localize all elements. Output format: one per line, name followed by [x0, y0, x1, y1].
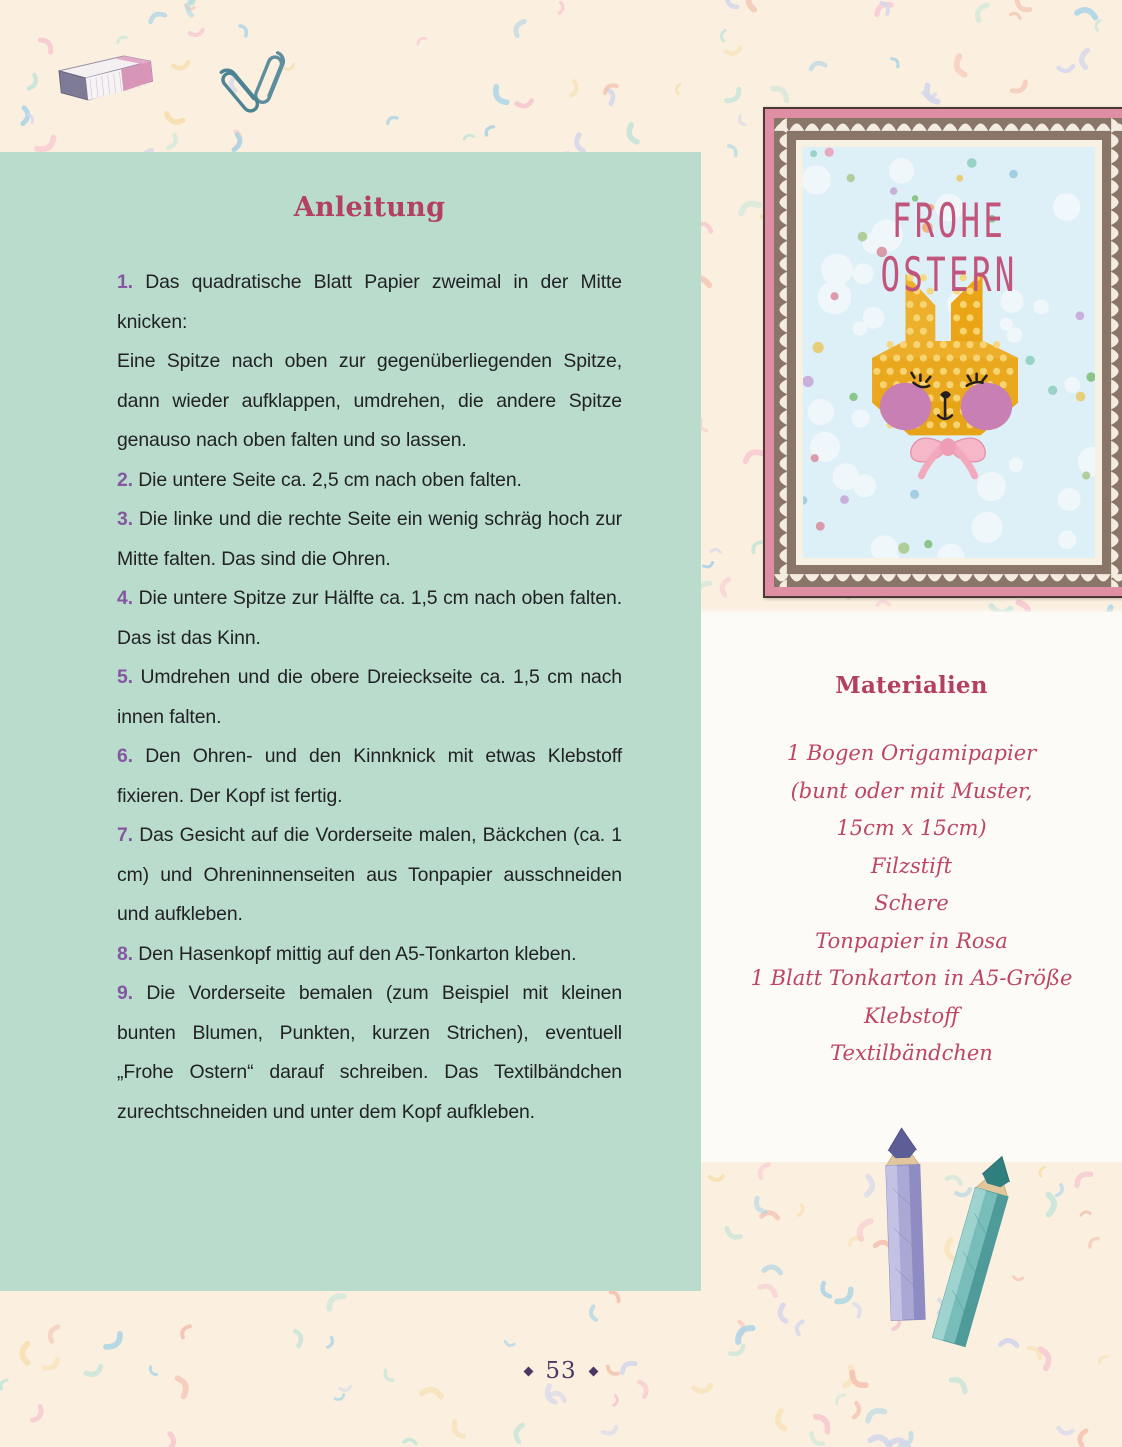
greeting-card-photo [763, 107, 1122, 598]
materials-panel [701, 612, 1122, 1162]
page-number [0, 1358, 1122, 1384]
step-number: 9. [117, 982, 133, 1004]
step-number: 1. [117, 271, 133, 293]
material-item: 1 Blatt Tonkarton in A5-Größe [750, 966, 1073, 990]
materials-title: Materialien [835, 672, 988, 699]
step-text: Die untere Seite ca. 2,5 cm nach oben falten. [138, 468, 522, 491]
instruction-step [117, 579, 622, 658]
diamond-right-icon [588, 1367, 598, 1377]
step-text: Den Ohren- und den Kinnknick mit etwas Klebstoff fixieren. Der Kopf ist fertig. [117, 745, 622, 807]
material-item: Tonpapier in Rosa [815, 928, 1008, 953]
step-number: 3. [117, 508, 133, 530]
instruction-step [117, 737, 622, 816]
instruction-step [117, 816, 622, 935]
step-number: 4. [117, 587, 133, 609]
step-number: 7. [117, 824, 133, 846]
instruction-step [117, 461, 622, 501]
card-face [803, 147, 1095, 558]
material-item: 1 Bogen Origamipapier [786, 741, 1037, 765]
paperclip-icon [215, 40, 305, 115]
material-item: Klebstoff [863, 1003, 959, 1028]
page-title: Anleitung [293, 192, 446, 223]
bunny-cheek-left [880, 383, 931, 431]
colored-pencil-icon [860, 1118, 1040, 1348]
step-number: 8. [117, 942, 133, 965]
bunny-bow [911, 438, 986, 476]
material-item: 15cm x 15cm) [836, 816, 987, 840]
step-text: Die Vorderseite bemalen (zum Beispiel mit kleinen bunten Blumen, Punkten, kurzen Strichen), eventuell „Frohe Ostern“ darauf schreiben. Das Textilbändchen zurechtschneiden und unter dem Kopf aufkleben. [117, 982, 622, 1123]
card-outer-frame [763, 107, 1122, 598]
step-number: 6. [117, 745, 133, 767]
step-text: Das Gesicht auf die Vorderseite malen, Bäckchen (ca. 1 cm) und Ohreninnenseiten aus Tonpapier ausschneiden und aufkleben. [117, 824, 622, 925]
bunny-cheek-right [961, 383, 1012, 431]
instructions-panel [0, 152, 701, 1291]
pencil-purple [885, 1127, 926, 1320]
materials-list [713, 735, 1110, 1073]
step-text: Eine Spitze nach oben zur gegenüberliegenden Spitze, dann wieder aufklappen, umdrehen, die andere Spitze genauso nach oben falten und so lassen. [117, 350, 622, 451]
material-item: Schere [874, 891, 949, 915]
material-item: Textilbändchen [830, 1041, 993, 1065]
material-item: Filzstift [870, 853, 953, 878]
step-text: Die linke und die rechte Seite ein wenig schräg hoch zur Mitte falten. Das sind die Ohren. [117, 508, 622, 570]
instruction-steps-list [117, 263, 622, 1132]
step-text: Umdrehen und die obere Dreieckseite ca. 1,5 cm nach innen falten. [117, 666, 622, 728]
card-title-text: FROHE OSTERN [880, 195, 1018, 303]
diamond-left-icon [524, 1367, 534, 1377]
step-number: 2. [117, 468, 133, 491]
instruction-step [117, 658, 622, 737]
instruction-step [117, 263, 622, 342]
instruction-step [117, 935, 622, 975]
pencil-teal [932, 1152, 1018, 1347]
step-text: Die untere Spitze zur Hälfte ca. 1,5 cm nach oben falten. Das ist das Kinn. [117, 587, 622, 649]
step-text: Den Hasenkopf mittig auf den A5-Tonkarton kleben. [138, 942, 577, 965]
step-text: Das quadratische Blatt Papier zweimal in der Mitte knicken: [117, 271, 622, 333]
material-item: (bunt oder mit Muster, [790, 778, 1033, 803]
step-number: 5. [117, 666, 133, 688]
instruction-step [117, 342, 622, 461]
instruction-step [117, 974, 622, 1132]
instruction-step [117, 500, 622, 579]
eraser-icon [52, 52, 160, 104]
page-number-value: 53 [545, 1358, 577, 1384]
